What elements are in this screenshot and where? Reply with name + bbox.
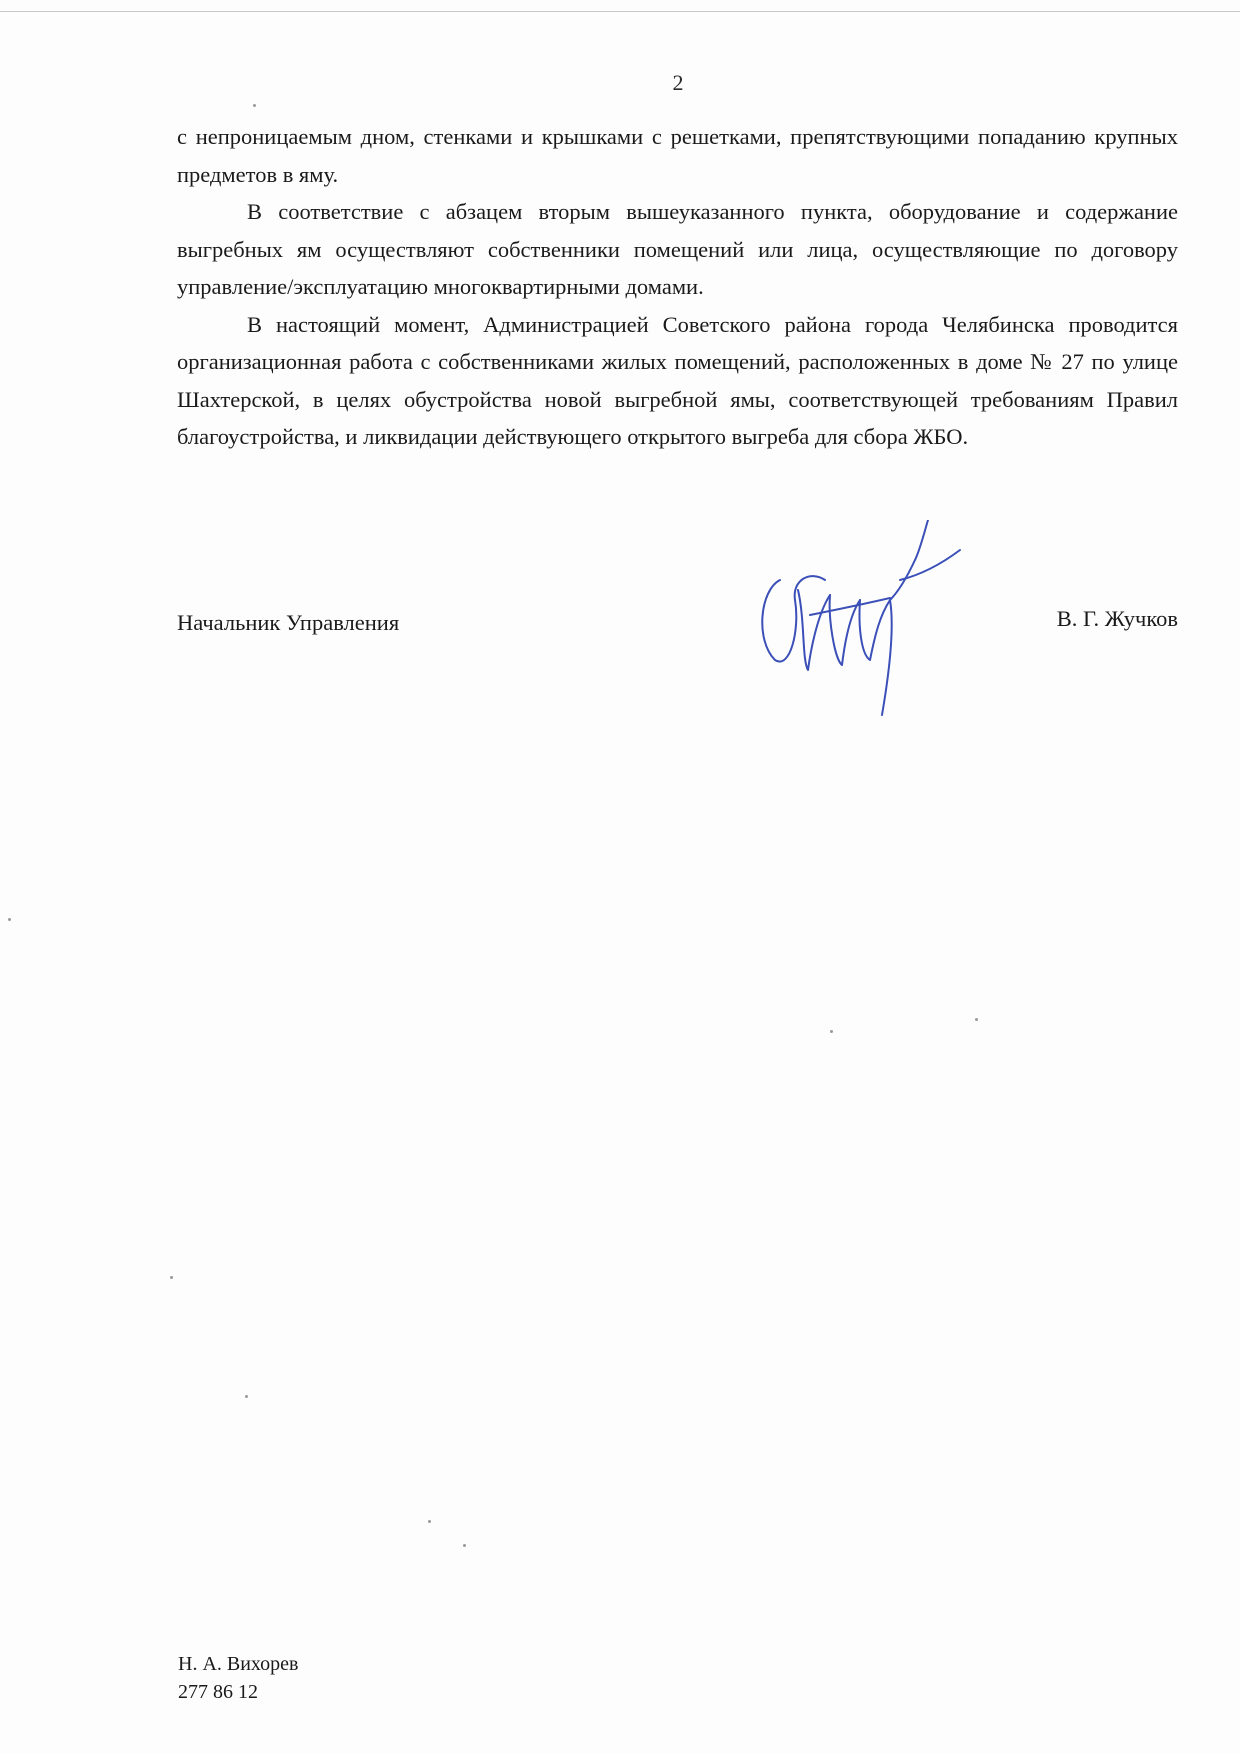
scan-speck (428, 1520, 431, 1523)
scan-edge-line (0, 11, 1240, 12)
paragraph-current-work: В настоящий момент, Администрацией Советского района города Челябинска проводится организационная работа с собственниками жилых помещений, расположенных в доме № 27 по улице Шахтерской, в целях обустройства новой выгребной ямы, соответствующей требованиям Правил благоустройства, и ликвидации действующего открытого выгреба для сбора ЖБО. (177, 311, 1178, 449)
scan-speck (830, 1030, 833, 1033)
scan-speck (245, 1395, 248, 1398)
scan-speck (253, 104, 256, 107)
scan-speck (8, 918, 11, 921)
handwritten-signature (750, 520, 970, 720)
paragraph-continuation: с непроницаемым дном, стенками и крышками с решетками, препятствующими попаданию крупных предметов в яму. (177, 124, 1178, 187)
executor-block (178, 1650, 299, 1706)
signatory-name: В. Г. Жучков (1056, 606, 1178, 631)
scan-speck (975, 1018, 978, 1021)
paragraph-responsibility: В соответствие с абзацем вторым вышеуказанного пункта, оборудование и содержание выгребных ям осуществляют собственники помещений или лица, осуществляющие по договору управление/эксплуатацию многоквартирными домами. (177, 199, 1178, 299)
page-number: 2 (672, 70, 684, 95)
signatory-title: Начальник Управления (177, 610, 400, 635)
executor-phone: 277 86 12 (178, 1681, 258, 1703)
letter-body (177, 118, 1178, 456)
executor-name: Н. А. Вихорев (178, 1653, 299, 1675)
scan-speck (170, 1276, 173, 1279)
scan-speck (463, 1544, 466, 1547)
